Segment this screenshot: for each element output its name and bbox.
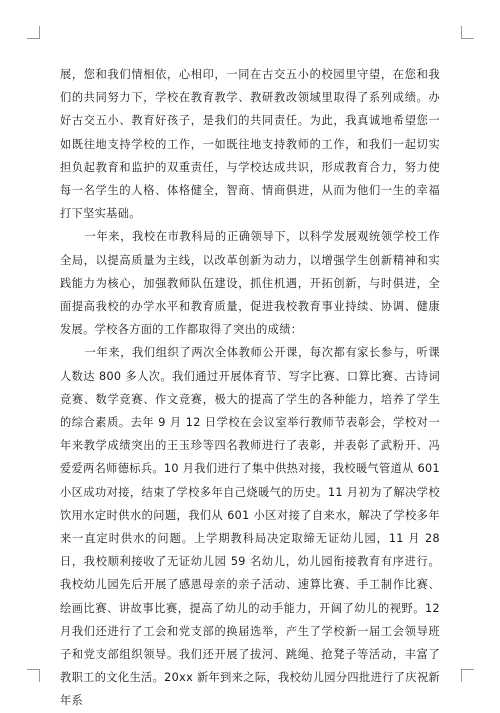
crop-mark-top-right — [461, 26, 474, 39]
crop-mark-bottom-left — [27, 669, 40, 682]
crop-mark-bottom-right — [461, 669, 474, 682]
paragraph-2: 一年来，我校在市教科局的正确领导下，以科学发展观统领学校工作全局，以提高质量为主线，以改革创新为动力，以增强学生创新精神和实践能力为核心，加强教师队伍建设，抓住机遇，开拓创新，与时俱进，全面提高我校的办学水平和教育质量，促进我校教育事业持续、协调、健康发展。学校各方面的工作都取得了突出的成绩： — [60, 230, 440, 337]
paragraph-1: 展，您和我们情相依，心相印，一同在古交五小的校园里守望，在您和我们的共同努力下，学校在教育教学、教研教改领域里取得了系列成绩。办好古交五小、教育好孩子，是我们的共同责任。为此，我真诚地希望您一如既往地支持学校的工作，一如既往地支持教师的工作，和我们一起切实担负起教育和监护的双重责任，与学校达成共识，形成教育合力，努力使每一名学生的人格、体格健全，智商、情商俱进，从而为他们一生的幸福打下坚实基础。 — [60, 68, 440, 221]
crop-mark-top-left — [27, 26, 40, 39]
paragraph-3: 一年来，我们组织了两次全体教师公开课，每次都有家长参与，听课人数达 800 多人次。我们通过开展体育节、写字比赛、口算比赛、古诗词竞赛、数学竞赛、作文竞赛，极大的提高了学生的各种能力，培养了学生的综合素质。去年 9 月 12 日学校在会议室举行教师节表彰会，学校对一年来教学成绩突出的王玉珍等四名教师进行了表彰，并表彰了武粉开、冯爱爱两名师德标兵。10 月我们进行了集中供热对接，我校暖气管道从 601 小区成功对接，结束了学校多年自己烧暖气的历史。11 月初为了解决学校饮用水定时供水的问题，我们从 601 小区对接了自来水，解决了学校多年来一直定时供水的问题。上学期教科局决定取缔无证幼儿园，11 月 28 日，我校顺利接收了无证幼儿园 59 名幼儿，幼儿园衔接教育有序进行。我校幼儿园先后开展了感恩母亲的亲子活动、速算比赛、手工制作比赛、绘画比赛、讲故事比赛，提高了幼儿的动手能力，开阔了幼儿的视野。12 月我们还进行了工会和党支部的换届选举，产生了学校新一届工会领导班子和党支部组织领导。我们还开展了拔河、跳绳、抢凳子等活动，丰富了教职工的文化生活。20xx 新年到来之际，我校幼儿园分四批进行了庆祝新年系 — [60, 346, 440, 708]
document-body — [60, 63, 440, 713]
